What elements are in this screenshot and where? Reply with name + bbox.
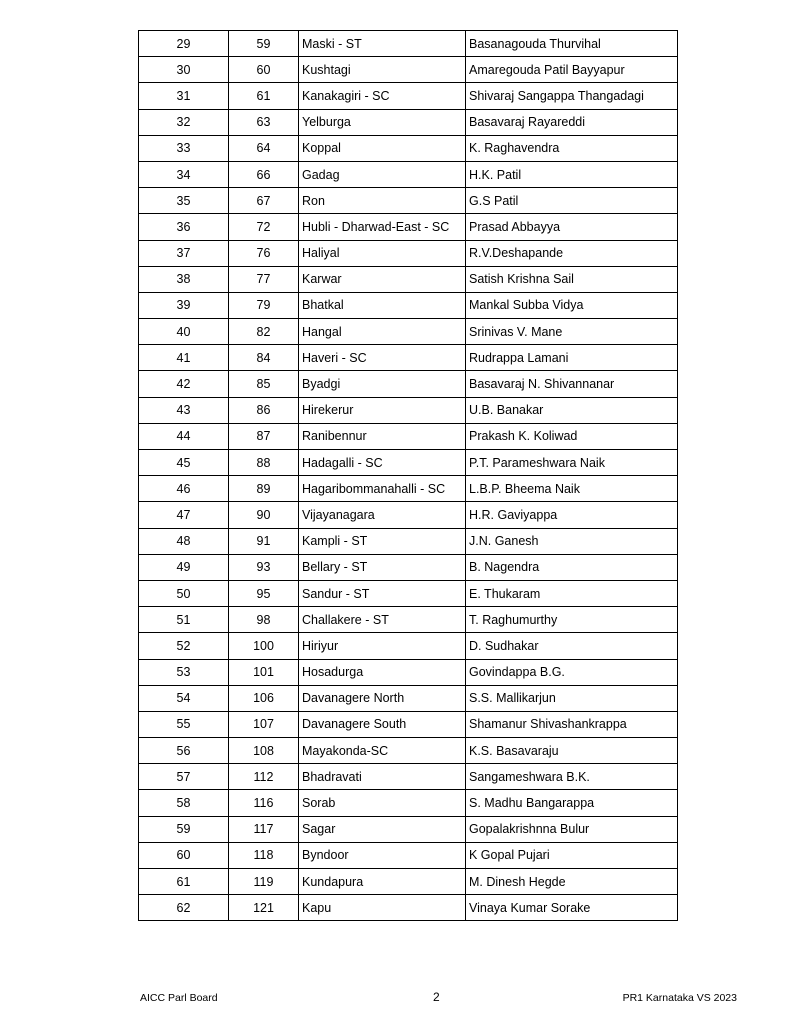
serial-number-cell: 41 xyxy=(139,345,229,371)
serial-number-cell: 50 xyxy=(139,580,229,606)
candidate-name-cell: B. Nagendra xyxy=(466,554,678,580)
serial-number-cell: 46 xyxy=(139,476,229,502)
candidate-name-cell: S. Madhu Bangarappa xyxy=(466,790,678,816)
constituency-cell: Kanakagiri - SC xyxy=(299,83,466,109)
ac-number-cell: 116 xyxy=(229,790,299,816)
table-row xyxy=(139,31,678,57)
table-row xyxy=(139,450,678,476)
ac-number-cell: 100 xyxy=(229,633,299,659)
serial-number-cell: 55 xyxy=(139,711,229,737)
constituency-cell: Davanagere South xyxy=(299,711,466,737)
table-row xyxy=(139,633,678,659)
candidate-name-cell: Amaregouda Patil Bayyapur xyxy=(466,57,678,83)
ac-number-cell: 89 xyxy=(229,476,299,502)
candidate-name-cell: Gopalakrishnna Bulur xyxy=(466,816,678,842)
candidate-name-cell: Srinivas V. Mane xyxy=(466,319,678,345)
candidate-name-cell: E. Thukaram xyxy=(466,580,678,606)
serial-number-cell: 62 xyxy=(139,895,229,921)
table-row xyxy=(139,554,678,580)
candidate-name-cell: J.N. Ganesh xyxy=(466,528,678,554)
candidate-name-cell: M. Dinesh Hegde xyxy=(466,869,678,895)
ac-number-cell: 121 xyxy=(229,895,299,921)
table-row xyxy=(139,842,678,868)
footer-right-text: PR1 Karnataka VS 2023 xyxy=(622,992,737,1004)
table-row xyxy=(139,397,678,423)
table-row xyxy=(139,109,678,135)
constituency-cell: Ron xyxy=(299,188,466,214)
constituency-cell: Ranibennur xyxy=(299,423,466,449)
candidate-name-cell: T. Raghumurthy xyxy=(466,607,678,633)
ac-number-cell: 63 xyxy=(229,109,299,135)
serial-number-cell: 40 xyxy=(139,319,229,345)
ac-number-cell: 86 xyxy=(229,397,299,423)
candidate-name-cell: K. Raghavendra xyxy=(466,135,678,161)
ac-number-cell: 108 xyxy=(229,738,299,764)
table-row xyxy=(139,371,678,397)
ac-number-cell: 87 xyxy=(229,423,299,449)
ac-number-cell: 91 xyxy=(229,528,299,554)
ac-number-cell: 60 xyxy=(229,57,299,83)
ac-number-cell: 88 xyxy=(229,450,299,476)
ac-number-cell: 66 xyxy=(229,161,299,187)
table-row xyxy=(139,57,678,83)
candidate-table-body xyxy=(139,31,678,921)
constituency-cell: Byndoor xyxy=(299,842,466,868)
ac-number-cell: 119 xyxy=(229,869,299,895)
table-row xyxy=(139,345,678,371)
table-row xyxy=(139,659,678,685)
candidate-name-cell: Basavaraj N. Shivannanar xyxy=(466,371,678,397)
constituency-cell: Kampli - ST xyxy=(299,528,466,554)
serial-number-cell: 57 xyxy=(139,764,229,790)
serial-number-cell: 43 xyxy=(139,397,229,423)
candidate-name-cell: L.B.P. Bheema Naik xyxy=(466,476,678,502)
serial-number-cell: 49 xyxy=(139,554,229,580)
serial-number-cell: 31 xyxy=(139,83,229,109)
table-row xyxy=(139,764,678,790)
constituency-cell: Davanagere North xyxy=(299,685,466,711)
ac-number-cell: 101 xyxy=(229,659,299,685)
constituency-cell: Gadag xyxy=(299,161,466,187)
serial-number-cell: 35 xyxy=(139,188,229,214)
constituency-cell: Haveri - SC xyxy=(299,345,466,371)
table-row xyxy=(139,292,678,318)
table-row xyxy=(139,476,678,502)
serial-number-cell: 34 xyxy=(139,161,229,187)
serial-number-cell: 39 xyxy=(139,292,229,318)
candidate-name-cell: Basanagouda Thurvihal xyxy=(466,31,678,57)
ac-number-cell: 85 xyxy=(229,371,299,397)
table-row xyxy=(139,502,678,528)
serial-number-cell: 36 xyxy=(139,214,229,240)
candidate-name-cell: Govindappa B.G. xyxy=(466,659,678,685)
table-row xyxy=(139,214,678,240)
table-row xyxy=(139,790,678,816)
candidate-name-cell: Prakash K. Koliwad xyxy=(466,423,678,449)
ac-number-cell: 98 xyxy=(229,607,299,633)
serial-number-cell: 60 xyxy=(139,842,229,868)
candidate-name-cell: S.S. Mallikarjun xyxy=(466,685,678,711)
constituency-cell: Sorab xyxy=(299,790,466,816)
candidate-name-cell: Mankal Subba Vidya xyxy=(466,292,678,318)
constituency-cell: Bellary - ST xyxy=(299,554,466,580)
ac-number-cell: 67 xyxy=(229,188,299,214)
constituency-cell: Bhadravati xyxy=(299,764,466,790)
ac-number-cell: 64 xyxy=(229,135,299,161)
serial-number-cell: 47 xyxy=(139,502,229,528)
candidate-name-cell: P.T. Parameshwara Naik xyxy=(466,450,678,476)
constituency-cell: Yelburga xyxy=(299,109,466,135)
constituency-cell: Hagaribommanahalli - SC xyxy=(299,476,466,502)
table-row xyxy=(139,895,678,921)
ac-number-cell: 72 xyxy=(229,214,299,240)
ac-number-cell: 76 xyxy=(229,240,299,266)
constituency-cell: Vijayanagara xyxy=(299,502,466,528)
constituency-cell: Hirekerur xyxy=(299,397,466,423)
serial-number-cell: 32 xyxy=(139,109,229,135)
ac-number-cell: 59 xyxy=(229,31,299,57)
candidate-name-cell: Rudrappa Lamani xyxy=(466,345,678,371)
serial-number-cell: 59 xyxy=(139,816,229,842)
constituency-cell: Karwar xyxy=(299,266,466,292)
table-row xyxy=(139,816,678,842)
ac-number-cell: 93 xyxy=(229,554,299,580)
constituency-cell: Sandur - ST xyxy=(299,580,466,606)
constituency-cell: Haliyal xyxy=(299,240,466,266)
serial-number-cell: 33 xyxy=(139,135,229,161)
candidate-name-cell: Shamanur Shivashankrappa xyxy=(466,711,678,737)
table-row xyxy=(139,580,678,606)
table-row xyxy=(139,188,678,214)
serial-number-cell: 56 xyxy=(139,738,229,764)
ac-number-cell: 106 xyxy=(229,685,299,711)
table-row xyxy=(139,685,678,711)
candidate-name-cell: K.S. Basavaraju xyxy=(466,738,678,764)
table-row xyxy=(139,738,678,764)
constituency-cell: Kushtagi xyxy=(299,57,466,83)
table-row xyxy=(139,266,678,292)
table-row xyxy=(139,711,678,737)
constituency-cell: Mayakonda-SC xyxy=(299,738,466,764)
candidate-name-cell: Shivaraj Sangappa Thangadagi xyxy=(466,83,678,109)
constituency-cell: Hadagalli - SC xyxy=(299,450,466,476)
ac-number-cell: 95 xyxy=(229,580,299,606)
constituency-cell: Kapu xyxy=(299,895,466,921)
candidate-name-cell: D. Sudhakar xyxy=(466,633,678,659)
candidate-name-cell: Sangameshwara B.K. xyxy=(466,764,678,790)
constituency-cell: Bhatkal xyxy=(299,292,466,318)
table-row xyxy=(139,161,678,187)
footer-left-text: AICC Parl Board xyxy=(140,992,218,1004)
constituency-cell: Maski - ST xyxy=(299,31,466,57)
serial-number-cell: 51 xyxy=(139,607,229,633)
table-row xyxy=(139,83,678,109)
serial-number-cell: 54 xyxy=(139,685,229,711)
constituency-cell: Challakere - ST xyxy=(299,607,466,633)
constituency-cell: Hangal xyxy=(299,319,466,345)
constituency-cell: Hosadurga xyxy=(299,659,466,685)
table-row xyxy=(139,607,678,633)
ac-number-cell: 107 xyxy=(229,711,299,737)
ac-number-cell: 90 xyxy=(229,502,299,528)
ac-number-cell: 84 xyxy=(229,345,299,371)
candidate-name-cell: U.B. Banakar xyxy=(466,397,678,423)
serial-number-cell: 53 xyxy=(139,659,229,685)
constituency-cell: Koppal xyxy=(299,135,466,161)
candidate-name-cell: K Gopal Pujari xyxy=(466,842,678,868)
constituency-cell: Byadgi xyxy=(299,371,466,397)
serial-number-cell: 30 xyxy=(139,57,229,83)
constituency-cell: Hubli - Dharwad-East - SC xyxy=(299,214,466,240)
table-row xyxy=(139,135,678,161)
candidate-table xyxy=(138,30,678,921)
constituency-cell: Hiriyur xyxy=(299,633,466,659)
table-row xyxy=(139,869,678,895)
ac-number-cell: 61 xyxy=(229,83,299,109)
table-row xyxy=(139,240,678,266)
serial-number-cell: 29 xyxy=(139,31,229,57)
table-row xyxy=(139,528,678,554)
candidate-name-cell: Vinaya Kumar Sorake xyxy=(466,895,678,921)
candidate-name-cell: Prasad Abbayya xyxy=(466,214,678,240)
serial-number-cell: 61 xyxy=(139,869,229,895)
ac-number-cell: 118 xyxy=(229,842,299,868)
table-row xyxy=(139,423,678,449)
ac-number-cell: 112 xyxy=(229,764,299,790)
candidate-name-cell: Basavaraj Rayareddi xyxy=(466,109,678,135)
serial-number-cell: 44 xyxy=(139,423,229,449)
serial-number-cell: 38 xyxy=(139,266,229,292)
serial-number-cell: 48 xyxy=(139,528,229,554)
ac-number-cell: 79 xyxy=(229,292,299,318)
serial-number-cell: 45 xyxy=(139,450,229,476)
serial-number-cell: 37 xyxy=(139,240,229,266)
candidate-name-cell: H.R. Gaviyappa xyxy=(466,502,678,528)
candidate-name-cell: H.K. Patil xyxy=(466,161,678,187)
candidate-name-cell: R.V.Deshapande xyxy=(466,240,678,266)
serial-number-cell: 58 xyxy=(139,790,229,816)
ac-number-cell: 82 xyxy=(229,319,299,345)
candidate-name-cell: G.S Patil xyxy=(466,188,678,214)
serial-number-cell: 42 xyxy=(139,371,229,397)
page-number: 2 xyxy=(433,990,440,1004)
ac-number-cell: 117 xyxy=(229,816,299,842)
ac-number-cell: 77 xyxy=(229,266,299,292)
table-row xyxy=(139,319,678,345)
constituency-cell: Sagar xyxy=(299,816,466,842)
candidate-name-cell: Satish Krishna Sail xyxy=(466,266,678,292)
serial-number-cell: 52 xyxy=(139,633,229,659)
constituency-cell: Kundapura xyxy=(299,869,466,895)
